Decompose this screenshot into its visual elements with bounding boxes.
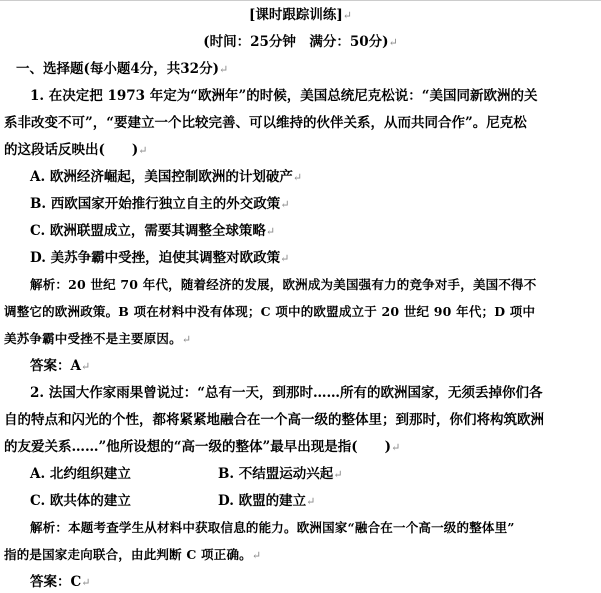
- q1-answer: [0, 357, 601, 376]
- paragraph-mark: ↵: [265, 225, 276, 238]
- paragraph-mark: ↵: [388, 36, 398, 49]
- q1-option-d: [0, 249, 601, 268]
- top-border: [0, 0, 601, 1]
- q2-option-a-text: A. 北约组织建立: [30, 466, 131, 482]
- q1-analysis-line2: [0, 303, 601, 321]
- q1-stem-line2: [0, 114, 601, 132]
- q2-answer-text: 答案：C: [30, 574, 82, 590]
- paragraph-mark: ↵: [306, 495, 316, 508]
- q1-analysis-text: 美苏争霸中受挫不是主要原因。: [4, 331, 182, 346]
- paragraph-mark: ↵: [251, 549, 262, 562]
- q2-options-row2: [0, 492, 601, 510]
- q2-option-d-text: D. 欧盟的建立: [218, 493, 307, 509]
- q2-answer: [0, 573, 601, 592]
- paragraph-mark: ↵: [138, 144, 148, 157]
- q1-analysis-line1: [0, 276, 601, 294]
- header-title-text: [课时跟踪训练]: [249, 7, 343, 23]
- q2-options-row1: [0, 465, 601, 483]
- header-timing: [0, 33, 601, 52]
- section-heading: [0, 60, 601, 79]
- q1-stem-text: 系非改变不可”，“要建立一个比较完善、可以维持的伙伴关系，从而共同合作”。尼克松: [4, 115, 527, 131]
- q2-stem-text: 2. 法国大作家雨果曾说过：“总有一天，到那时……所有的欧洲国家，无须丢掉你们各: [30, 385, 543, 401]
- q2-option-b: [218, 465, 343, 484]
- q1-option-b-text: B. 西欧国家开始推行独立自主的外交政策: [30, 196, 281, 212]
- q2-stem-text: 自的特点和闪光的个性，都将紧紧地融合在一个高一级的整体里；到那时，你们将构筑欧洲: [4, 412, 544, 428]
- q2-analysis-line2: [0, 546, 601, 565]
- timing-text: (时间：25分钟 满分：50分): [203, 34, 389, 50]
- q1-option-d-text: D. 美苏争霸中受挫，迫使其调整对欧政策: [30, 250, 281, 266]
- paragraph-mark: ↵: [181, 333, 192, 346]
- q1-stem-line3: [0, 141, 601, 160]
- section-heading-text: 一、选择题(每小题4分，共32分): [16, 61, 219, 77]
- q1-answer-text: 答案：A: [30, 358, 81, 374]
- q1-option-a: [0, 168, 601, 187]
- q1-stem-text: 的这段话反映出( ): [4, 142, 139, 158]
- paragraph-mark: ↵: [280, 252, 290, 265]
- paragraph-mark: ↵: [80, 360, 91, 373]
- paragraph-mark: ↵: [342, 9, 352, 22]
- paragraph-mark: ↵: [292, 171, 303, 184]
- paragraph-mark: ↵: [81, 576, 91, 589]
- q1-analysis-text: 解析：20 世纪 70 年代，随着经济的发展，欧洲成为美国强有力的竞争对手，美国不得不: [30, 277, 537, 292]
- paragraph-mark: ↵: [280, 198, 290, 211]
- paragraph-mark: ↵: [391, 441, 401, 454]
- q1-option-b: [0, 195, 601, 214]
- q1-stem-text: 1. 在决定把 1973 年定为“欧洲年”的时候，美国总统尼克松说：“美国同新欧洲的关: [30, 88, 538, 104]
- q2-stem-text: 的友爱关系……”他所设想的“高一级的整体”最早出现是指( ): [4, 439, 392, 455]
- q1-analysis-text: 调整它的欧洲政策。B 项在材料中没有体现；C 项中的欧盟成立于 20 世纪 90 年代；D 项中: [4, 304, 536, 319]
- q2-analysis-text: 指的是国家走向联合，由此判断 C 项正确。: [4, 547, 252, 562]
- header-title: [0, 6, 601, 25]
- q2-stem-line3: [0, 438, 601, 457]
- q2-option-b-text: B. 不结盟运动兴起: [218, 466, 334, 482]
- q2-stem-line2: [0, 411, 601, 429]
- paragraph-mark: ↵: [218, 63, 229, 76]
- q1-option-a-text: A. 欧洲经济崛起，美国控制欧洲的计划破产: [30, 169, 293, 185]
- q2-stem-line1: [0, 384, 601, 402]
- q1-option-c-text: C. 欧洲联盟成立，需要其调整全球策略: [30, 223, 266, 239]
- q1-stem-line1: [0, 87, 601, 105]
- q2-option-d: [218, 492, 315, 511]
- q2-option-c-text: C. 欧共体的建立: [30, 493, 131, 509]
- paragraph-mark: ↵: [333, 468, 343, 481]
- q1-analysis-line3: [0, 330, 601, 349]
- q2-analysis-text: 解析：本题考查学生从材料中获取信息的能力。欧洲国家“融合在一个高一级的整体里”: [30, 520, 515, 535]
- q2-analysis-line1: [0, 519, 601, 537]
- q1-option-c: [0, 222, 601, 241]
